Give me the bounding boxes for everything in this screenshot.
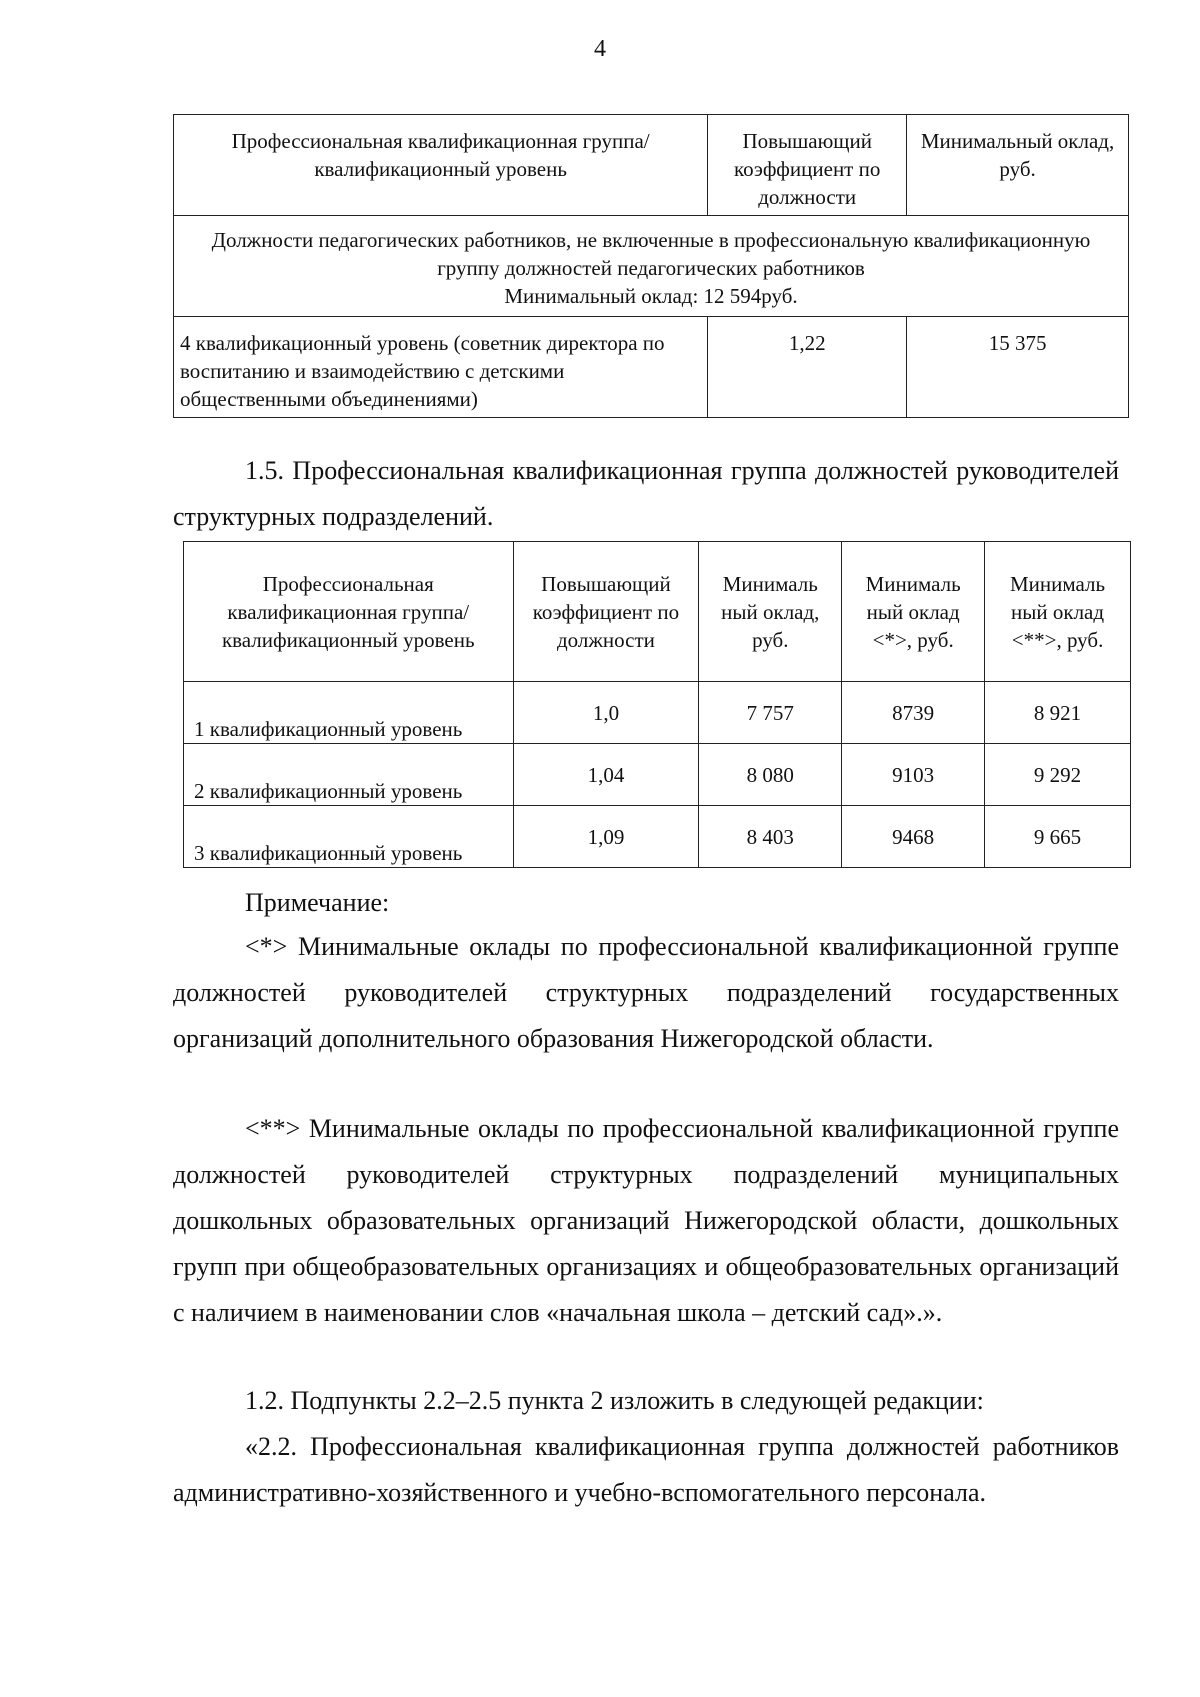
level-cell: 1 квалификационный уровень (184, 682, 514, 744)
header-min-salary: Минималь ный оклад, руб. (699, 542, 842, 682)
salary-cell: 15 375 (907, 317, 1129, 418)
page-number: 4 (594, 36, 606, 62)
table-department-heads (183, 541, 1131, 868)
salary-double-star-cell: 8 921 (985, 682, 1131, 744)
level-cell: 2 квалификационный уровень (184, 744, 514, 806)
coefficient-cell: 1,09 (513, 806, 699, 868)
note-1: <*> Минимальные оклады по профессиональной квалификационной группе должностей руководителей структурных подразделений государственных организаций дополнительного образования Нижегородской области. (173, 932, 1119, 1053)
table-pedagogical-positions (173, 114, 1129, 418)
section-heading-1-5 (173, 448, 1119, 540)
salary-double-star-cell: 9 292 (985, 744, 1131, 806)
group-cell (174, 216, 1129, 317)
header-min-salary-star: Минималь ный оклад <*>, руб. (842, 542, 985, 682)
table-row (184, 806, 1131, 868)
level-cell: 4 квалификационный уровень (советник директора по воспитанию и взаимодействию с детскими общественными объединениями) (174, 317, 708, 418)
section-1-5-text: 1.5. Профессиональная квалификационная группа должностей руководителей структурных подразделений. (173, 456, 1119, 531)
salary-double-star-cell: 9 665 (985, 806, 1131, 868)
header-qualification-group: Профессиональная квалификационная группа/квалификационный уровень (174, 115, 708, 216)
group-min-salary: Минимальный оклад: 12 594руб. (504, 284, 798, 308)
salary-cell: 8 080 (699, 744, 842, 806)
group-title: Должности педагогических работников, не включенные в профессиональную квалификационную группу должностей педагогических работников (211, 228, 1091, 280)
table-group-row (174, 216, 1129, 317)
table-row (184, 682, 1131, 744)
note-title: Примечание: (245, 888, 390, 917)
item-1-2: 1.2. Подпункты 2.2–2.5 пункта 2 изложить в следующей редакции: (245, 1386, 984, 1415)
table-header-row (184, 542, 1131, 682)
coefficient-cell: 1,22 (708, 317, 907, 418)
salary-cell: 8 403 (699, 806, 842, 868)
table-row (174, 317, 1129, 418)
table-header-row (174, 115, 1129, 216)
header-coefficient: Повышающий коэффициент по должности (513, 542, 699, 682)
header-min-salary: Минимальный оклад, руб. (907, 115, 1129, 216)
salary-star-cell: 9103 (842, 744, 985, 806)
header-min-salary-double-star: Минималь ный оклад <**>, руб. (985, 542, 1131, 682)
table-row (184, 744, 1131, 806)
level-cell: 3 квалификационный уровень (184, 806, 514, 868)
coefficient-cell: 1,0 (513, 682, 699, 744)
header-coefficient: Повышающий коэффициент по должности (708, 115, 907, 216)
salary-star-cell: 9468 (842, 806, 985, 868)
salary-cell: 7 757 (699, 682, 842, 744)
note-2: <**> Минимальные оклады по профессиональной квалификационной группе должностей руководителей структурных подразделений муниципальных дошкольных образовательных организаций Нижегородской области, дошкольных групп при общеобразовательных организациях и общеобразовательных организаций с наличием в наименовании слов «начальная школа – детский сад».». (173, 1114, 1119, 1327)
section-2-2: «2.2. Профессиональная квалификационная группа должностей работников административно-хозяйственного и учебно-вспомогательного персонала. (173, 1432, 1119, 1507)
coefficient-cell: 1,04 (513, 744, 699, 806)
salary-star-cell: 8739 (842, 682, 985, 744)
header-qualification-group: Профессиональная квалификационная группа/квалификационный уровень (184, 542, 514, 682)
